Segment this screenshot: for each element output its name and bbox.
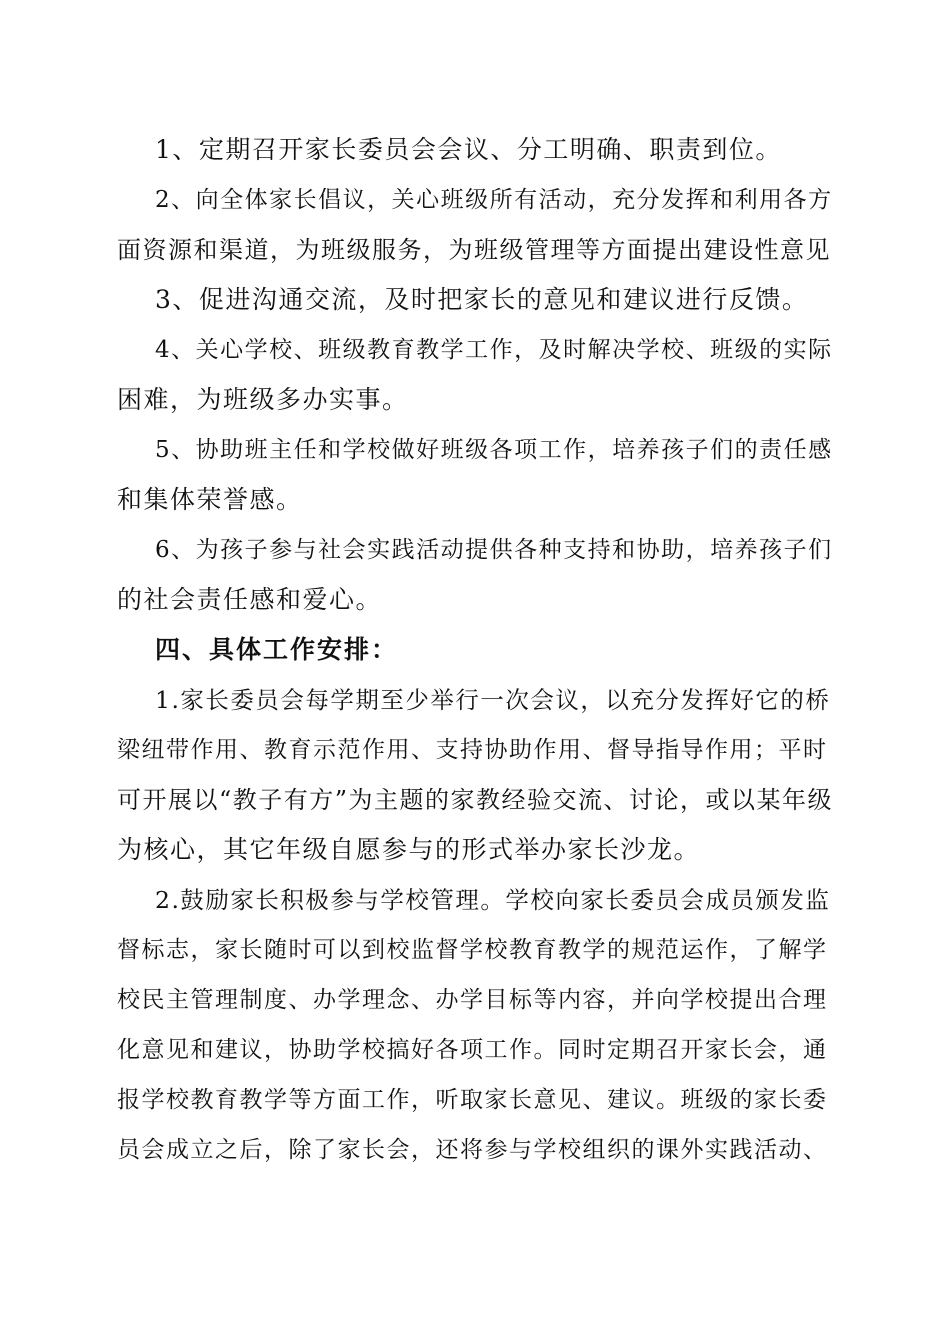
arrangement-1-line-1: 1.家长委员会每学期至少举行一次会议，以充分发挥好它的桥 xyxy=(155,686,831,714)
duty-item-6-line-2: 的社会责任感和爱心。 xyxy=(117,585,383,614)
arrangement-2-line-5: 报学校教育教学等方面工作，听取家长意见、建议。班级的家长委 xyxy=(117,1087,828,1113)
duty-item-2-line-2: 面资源和渠道，为班级服务，为班级管理等方面提出建设性意见 xyxy=(117,236,831,264)
duty-item-2-line-1: 2、向全体家长倡议，关心班级所有活动，充分发挥和利用各方 xyxy=(155,187,833,213)
arrangement-2-line-6: 员会成立之后，除了家长会，还将参与学校组织的课外实践活动、 xyxy=(117,1137,828,1163)
duty-item-3: 3、促进沟通交流，及时把家长的意见和建议进行反馈。 xyxy=(155,285,809,314)
duty-item-1: 1、定期召开家长委员会会议、分工明确、职责到位。 xyxy=(155,135,782,164)
duty-item-6-line-1: 6、为孩子参与社会实践活动提供各种支持和协助，培养孩子们 xyxy=(155,537,833,563)
duty-item-4-line-1: 4、关心学校、班级教育教学工作，及时解决学校、班级的实际 xyxy=(155,337,833,363)
arrangement-1-line-3: 可开展以“教子有方”为主题的家教经验交流、讨论，或以某年级 xyxy=(117,786,834,814)
arrangement-1-line-4: 为核心，其它年级自愿参与的形式举办家长沙龙。 xyxy=(117,835,701,864)
arrangement-2-line-4: 化意见和建议，协助学校搞好各项工作。同时定期召开家长会，通 xyxy=(117,1037,828,1063)
arrangement-2-line-2: 督标志，家长随时可以到校监督学校教育教学的规范运作，了解学 xyxy=(117,937,828,963)
arrangement-2-line-3: 校民主管理制度、办学理念、办学目标等内容，并向学校提出合理 xyxy=(117,987,828,1013)
arrangement-2-line-1: 2.鼓励家长积极参与学校管理。学校向家长委员会成员颁发监 xyxy=(155,886,831,914)
section-heading: 四、具体工作安排： xyxy=(155,635,399,664)
arrangement-1-line-2: 梁纽带作用、教育示范作用、支持协助作用、督导指导作用；平时 xyxy=(117,737,828,763)
duty-item-5-line-2: 和集体荣誉感。 xyxy=(117,485,303,514)
duty-item-5-line-1: 5、协助班主任和学校做好班级各项工作，培养孩子们的责任感 xyxy=(155,437,833,463)
duty-item-4-line-2: 困难，为班级多办实事。 xyxy=(117,385,409,414)
